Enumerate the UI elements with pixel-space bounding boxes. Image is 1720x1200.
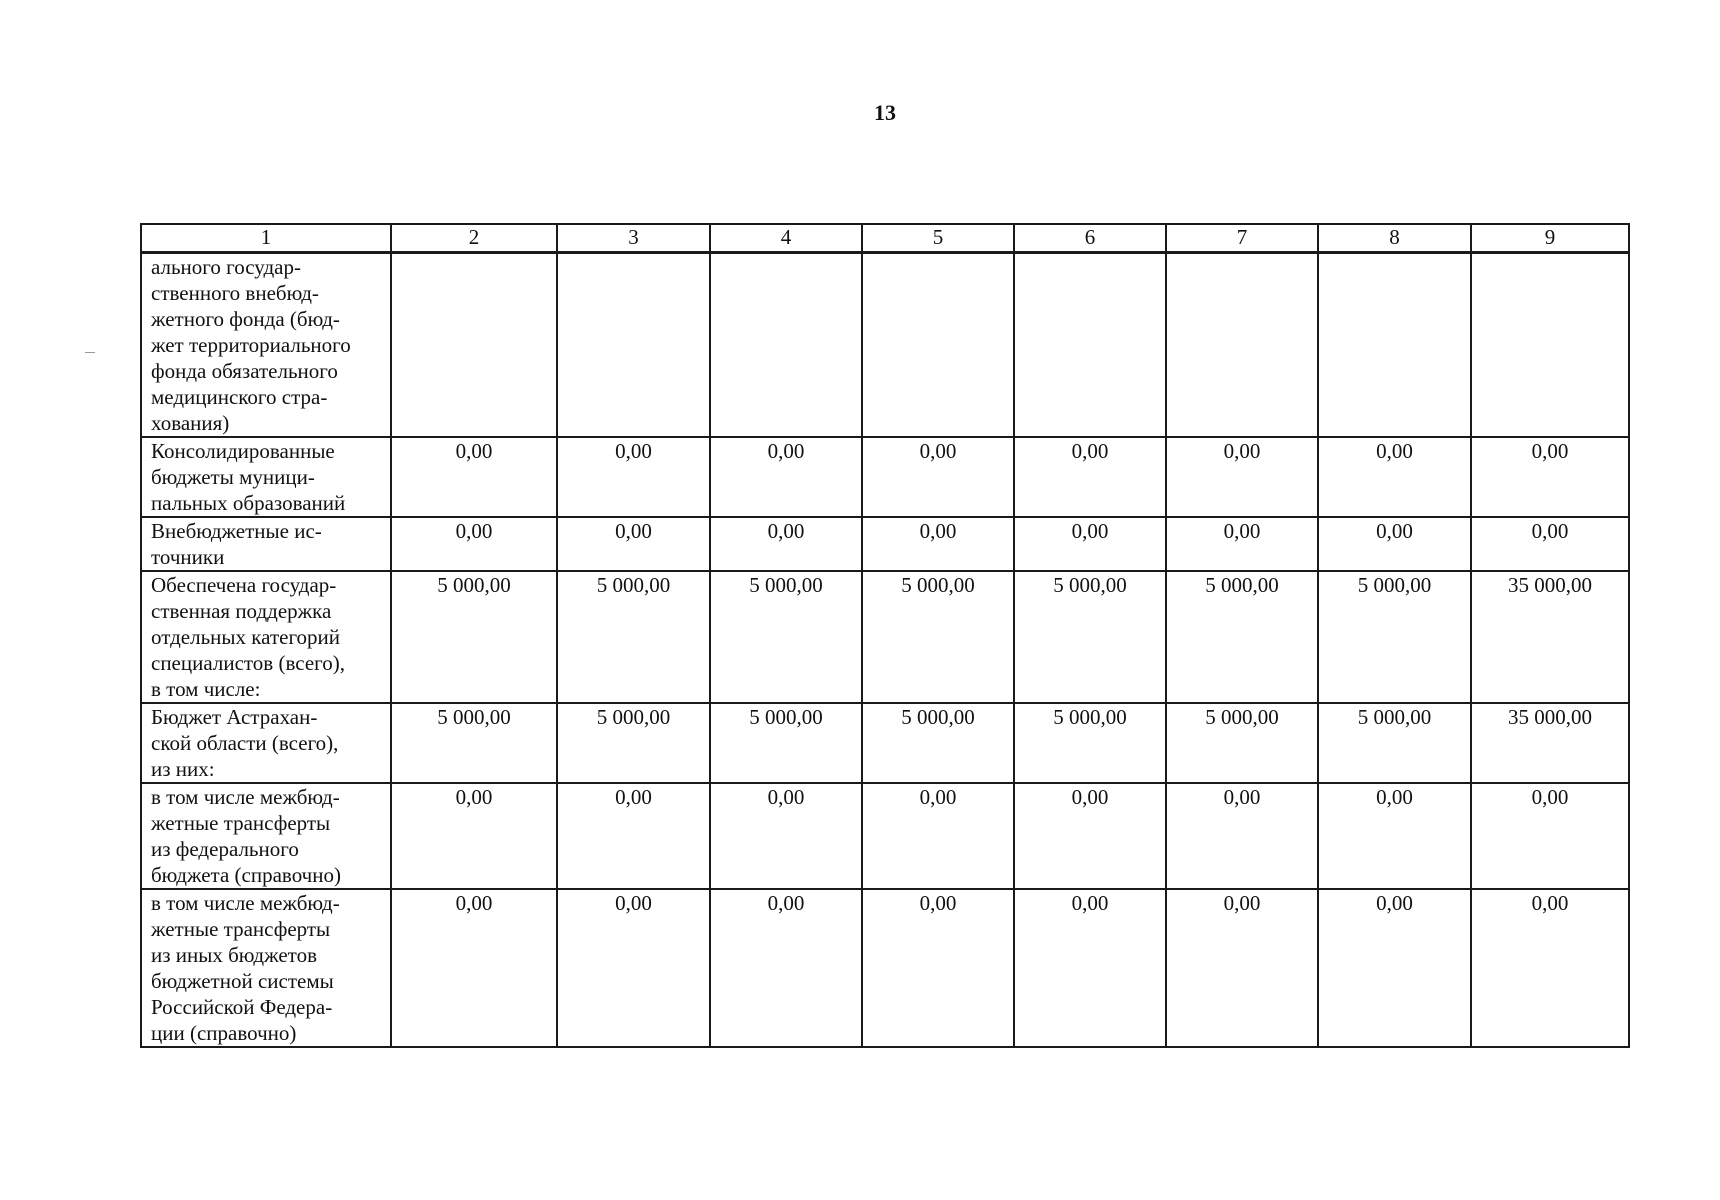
value-cell: 0,00 [862,783,1014,889]
row-label [141,783,391,889]
table-row [141,889,1629,1047]
value-cell: 0,00 [1014,889,1166,1047]
value-cell: 0,00 [557,783,710,889]
value-cell: 5 000,00 [1318,703,1471,783]
row-label-line: из них: [151,757,215,781]
value-cell: 5 000,00 [1318,571,1471,703]
column-header: 4 [710,224,862,253]
row-label-line: в том числе межбюд- [151,891,340,915]
row-label-line: Бюджет Астрахан- [151,705,318,729]
value-cell: 0,00 [710,783,862,889]
column-header: 9 [1471,224,1629,253]
value-cell: 5 000,00 [1014,703,1166,783]
row-label-line: бюджета (справочно) [151,863,341,887]
row-label [141,703,391,783]
value-cell [710,253,862,438]
value-cell: 0,00 [557,517,710,571]
value-cell: 0,00 [1166,783,1318,889]
row-label [141,571,391,703]
table-row [141,517,1629,571]
value-cell: 0,00 [1166,889,1318,1047]
value-cell: 5 000,00 [557,703,710,783]
row-label-line: ального государ- [151,255,301,279]
column-header: 6 [1014,224,1166,253]
value-cell: 0,00 [1014,517,1166,571]
value-cell [1166,253,1318,438]
row-label-line: ской области (всего), [151,731,339,755]
row-label-line: специалистов (всего), [151,651,345,675]
value-cell: 0,00 [391,517,557,571]
row-label-line: Обеспечена государ- [151,573,337,597]
table-row [141,437,1629,517]
row-label-line: из иных бюджетов [151,943,317,967]
column-header: 3 [557,224,710,253]
value-cell: 5 000,00 [1166,571,1318,703]
value-cell: 35 000,00 [1471,571,1629,703]
value-cell: 0,00 [1318,437,1471,517]
row-label [141,437,391,517]
column-header: 5 [862,224,1014,253]
column-header: 7 [1166,224,1318,253]
value-cell: 0,00 [862,517,1014,571]
row-label-line: фонда обязательного [151,359,338,383]
value-cell: 0,00 [1318,517,1471,571]
row-label [141,517,391,571]
row-label-line: ции (справочно) [151,1021,297,1045]
value-cell [1471,253,1629,438]
value-cell [862,253,1014,438]
value-cell: 0,00 [1471,889,1629,1047]
table-row [141,703,1629,783]
value-cell: 5 000,00 [1014,571,1166,703]
row-label [141,889,391,1047]
row-label-line: точники [151,545,225,569]
row-label-line: пальных образований [151,491,346,515]
budget-table [140,223,1630,1048]
value-cell: 35 000,00 [1471,703,1629,783]
row-label-line: из федерального [151,837,299,861]
value-cell [557,253,710,438]
table-row [141,253,1629,438]
value-cell: 5 000,00 [862,571,1014,703]
table-row [141,571,1629,703]
row-label-line: отдельных категорий [151,625,341,649]
value-cell: 5 000,00 [391,703,557,783]
row-label [141,253,391,438]
value-cell: 0,00 [862,889,1014,1047]
row-label-line: ственного внебюд- [151,281,319,305]
value-cell: 0,00 [1014,437,1166,517]
value-cell: 0,00 [710,889,862,1047]
column-header: 1 [141,224,391,253]
row-label-line: Российской Федера- [151,995,333,1019]
value-cell: 5 000,00 [862,703,1014,783]
value-cell [1014,253,1166,438]
table-body [141,253,1629,1048]
value-cell: 0,00 [710,517,862,571]
value-cell: 5 000,00 [557,571,710,703]
row-label-line: бюджетной системы [151,969,334,993]
row-label-line: медицинского стра- [151,385,328,409]
scan-artifact [85,352,95,353]
value-cell: 0,00 [1471,437,1629,517]
value-cell: 0,00 [1166,517,1318,571]
value-cell: 0,00 [557,889,710,1047]
value-cell: 0,00 [391,889,557,1047]
value-cell: 5 000,00 [710,571,862,703]
value-cell [1318,253,1471,438]
value-cell: 5 000,00 [1166,703,1318,783]
value-cell: 0,00 [710,437,862,517]
value-cell: 0,00 [1014,783,1166,889]
page-number: 13 [874,100,896,125]
value-cell: 0,00 [391,437,557,517]
column-header: 8 [1318,224,1471,253]
row-label-line: жетного фонда (бюд- [151,307,340,331]
value-cell: 0,00 [1318,783,1471,889]
row-label-line: жетные трансферты [151,811,331,835]
row-label-line: в том числе межбюд- [151,785,340,809]
value-cell: 5 000,00 [391,571,557,703]
row-label-line: жетные трансферты [151,917,331,941]
row-label-line: ственная поддержка [151,599,332,623]
row-label-line: в том числе: [151,677,261,701]
value-cell: 0,00 [1166,437,1318,517]
value-cell: 0,00 [1471,517,1629,571]
value-cell [391,253,557,438]
row-label-line: хования) [151,411,230,435]
column-header: 2 [391,224,557,253]
row-label-line: Внебюджетные ис- [151,519,322,543]
value-cell: 0,00 [1318,889,1471,1047]
value-cell: 0,00 [862,437,1014,517]
value-cell: 5 000,00 [710,703,862,783]
row-label-line: бюджеты муници- [151,465,315,489]
value-cell: 0,00 [557,437,710,517]
value-cell: 0,00 [1471,783,1629,889]
table-row [141,783,1629,889]
value-cell: 0,00 [391,783,557,889]
header-row [141,224,1629,253]
row-label-line: Консолидированные [151,439,335,463]
row-label-line: жет территориального [151,333,351,357]
